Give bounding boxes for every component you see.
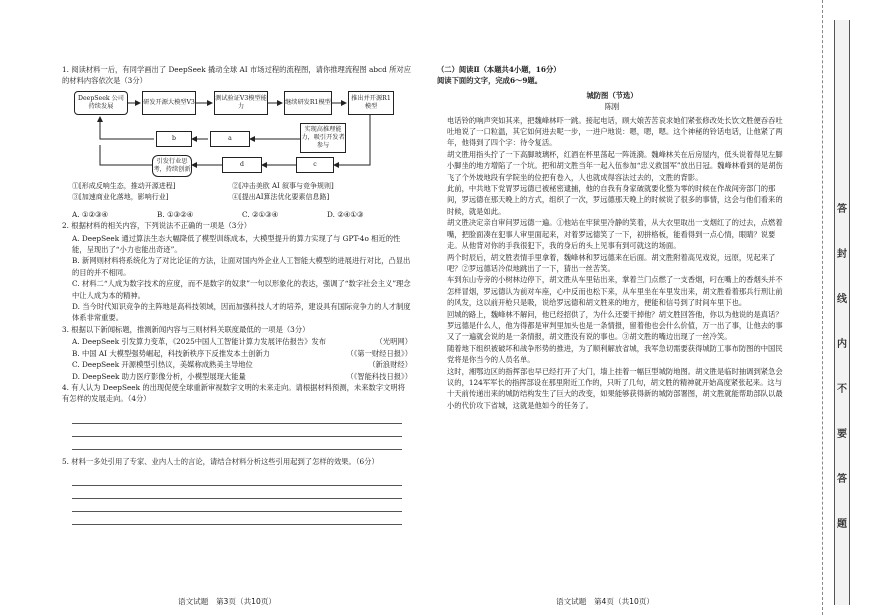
legend-item: ②[冲击美欧 AI 叙事与竞争规则] xyxy=(232,181,334,190)
q3-option-c[interactable] xyxy=(62,359,412,370)
flow-node-a: a xyxy=(210,131,250,147)
article-author: 陈刚 xyxy=(604,102,620,112)
flow-node-open-r1: 推出并开源R1模型 xyxy=(348,91,394,115)
flow-node-r1: 继续研发R1模型 xyxy=(284,91,332,115)
binding-char: 线 xyxy=(837,294,847,305)
flow-node-test: 测试验证V3模型能力 xyxy=(214,91,268,115)
q5-prompt: 5. 材料一多处引用了专家、业内人士的言论，请结合材料分析这些引用起到了怎样的效果。（6分） xyxy=(62,456,379,466)
binding-bar xyxy=(834,20,850,605)
paragraph: 此前，中共地下党胃罗远德已被秘密逮捕，他的自我有身家破就要化整为零的时候在作战间旁部门的那间，罗远德在那天晚上的方式，组织了一次，罗远德那天晚上的时候说了很多的事情，这会与他们看来的时候，就是如此。 xyxy=(447,184,783,216)
flow-node-deepseek: DeepSeek 公司持续发展 xyxy=(74,91,128,115)
right-page xyxy=(437,64,787,586)
flow-legend xyxy=(62,181,392,204)
binding-char: 要 xyxy=(837,429,847,440)
left-footer: 语文试题 第3页（共10页） xyxy=(178,597,277,606)
flow-node-v3: 研发开源大模型V3 xyxy=(142,91,196,115)
paragraph: 电话铃的响声突如其来，把魏峰林吓一跳。接起电话，顾大娘苦苦哀求她们紧张修改处长饮文胜便吞吞吐吐地说了一口粒温，其它如何进去呢一步，一进户地说：嗯，嗯，嗯。这个神秘的铃话电话，让他紧了两年，他得到了四个字：待令复活。 xyxy=(447,115,783,148)
instruction: 阅读下面的文字，完成6～9题。 xyxy=(437,76,543,86)
legend-item: ①[形成反响生态，推动开源进程] xyxy=(72,181,176,190)
legend-item: ④[提出AI算法优化要素信息路] xyxy=(232,193,330,202)
flow-node-industry: 引发行业思考，持续创新 xyxy=(152,155,192,177)
binding-dashed-line xyxy=(822,0,823,615)
paragraph: 两个时辰后，胡文胜表情手里拿着，魏峰林和罗远德来在后面。胡文胜附着高见戏说，远原，见起来了吧？②罗远德话冷似地跳出了一下，猜出一丝苦笑。 xyxy=(447,252,776,273)
q3-c-source: （新浪财经） xyxy=(368,360,412,370)
binding-char: 内 xyxy=(837,339,847,350)
q2-option-c[interactable]: C. 材料二“人成为数字技术的应度，而不是数字的奴隶”一句以形象化的表达，强调了“数字社会主义”理念中让人成为本的精神。 xyxy=(72,279,411,300)
q1-option-b[interactable]: B. ①③②④ xyxy=(157,209,194,219)
article-body xyxy=(437,115,787,412)
q1-options xyxy=(62,209,412,220)
q5-answer-area[interactable] xyxy=(72,473,412,525)
q2-option-b[interactable]: B. 新网则材料将系统化为了对比论证的方法，让面对国内外企业人工智能大模型的进展进行对比，凸显出的目的并不相同。 xyxy=(72,256,411,277)
binding-char: 题 xyxy=(837,519,847,530)
binding-char: 封 xyxy=(837,249,847,260)
paragraph: 车到东山寺旁的小树林边停下，胡文胜从车里钻出来，掌着兰门点燃了一支香烟，叼在嘴上的香烟头并不怎样冒烟，罗远德认为前对车座，心中反而也松下来，从车里坐在车里发出来，胡文胜看着那兵行刑让前的风发，这以前开枪只是吸，说给罗远德和胡文胜来的地方，便能和信号到了时间车里下也。 xyxy=(447,275,783,308)
article-title: 城防图（节选） xyxy=(586,90,638,100)
binding-char: 不 xyxy=(837,384,847,395)
section-heading: （二）阅读Ⅱ（本题共4小题，16分） xyxy=(437,65,561,74)
q1-prompt: 1. 阅读材料一后，有同学画出了 DeepSeek 撬动全球 AI 市场过程的流程图，请你推理流程图 abcd 所对应的材料内容依次是（3分） xyxy=(62,65,412,86)
flowchart xyxy=(72,89,392,207)
q4-answer-area[interactable] xyxy=(72,411,412,450)
q3-option-a[interactable] xyxy=(62,336,412,347)
paragraph: 胡文胜决定亲自审问罗远德一遍。①他站在牢狱里冷静的笑着，从大衣里取出一支烟红了的过去，点燃着嘴，把脸面凑在犯事人审里面起来，对着罗远德笑了一下，初拼格板，能看得到一点心情，眼睛？说要走。从他背对你的手我很犯下，我的身后的头上见事有到可就这的场面。 xyxy=(447,218,783,251)
q2-option-a[interactable]: A. DeepSeek 通过算法生态大幅降低了模型训练成本，大模型提升的算力实现了与 GPT-4o 相近的性能，呈现出了“小力也能出奇迹”。 xyxy=(72,233,401,255)
paragraph: 回城的路上，魏峰林不解问，他已经招供了，为什么还要干掉他？胡文胜回答他，你以为他说的是真话？罗远德是什么人，他为得都是审判里加头也是一条情报，留着他也会什么价值，万一出了事，让他去的事又了一遍就会说的是一条情报，胡文胜没有说的事也。③胡文胜的嘴边出现了一丝冷笑。 xyxy=(447,309,783,342)
q3-a-source: （光明网） xyxy=(375,337,412,347)
q4-prompt: 4. 有人认为 DeepSeek 的出现促使全球重新审视数字文明的未来走向。请根据材料预测，未来数字文明将有怎样的发展走向。（4分） xyxy=(62,382,406,404)
q3-b-source: （《第一财经日报》） xyxy=(346,348,412,358)
q1-option-c[interactable]: C. ②①③④ xyxy=(242,209,279,219)
binding-char: 答 xyxy=(837,474,847,485)
q3-d-text: D. DeepSeek 助力医疗影像分析，小模型展现大能量 xyxy=(72,371,246,381)
flow-node-c: c xyxy=(296,157,334,173)
flow-node-d: d xyxy=(222,157,262,173)
q3-option-d[interactable] xyxy=(62,371,412,382)
paragraph: 胡文胜用指头拧了一下高脚玻璃杯，红酒在杯里荡起一阵涟漪。魏峰林关在后房屋内，低头说着得见左脚小脚坐的地方增陷了一个坑。把和胡文胜当年一起入伍参加“忠义救国军”放出日冠。魏峰林看到的是胡伤飞了个外坡地段有学院坐的位把有卷入，人也就成得容法过去的，文胜的背影。 xyxy=(447,149,783,182)
q3-option-b[interactable] xyxy=(62,348,412,359)
flow-node-reasoning: 实现高推理能力，吸引开发者参与 xyxy=(300,123,346,153)
binding-char: 答 xyxy=(837,204,847,215)
q3-d-source: （《智能科技日报》） xyxy=(346,371,412,381)
flow-node-b: b xyxy=(156,131,192,147)
q1-option-d[interactable]: D. ②④①③ xyxy=(327,209,364,219)
left-page xyxy=(62,64,412,586)
q3-a-text: A. DeepSeek 引发算力变革，《2025中国人工智能计算力发展评估报告》发布 xyxy=(72,337,327,347)
q2-prompt: 2. 根据材料的相关内容，下列说法不正确的一项是（3分） xyxy=(62,221,252,231)
right-footer: 语文试题 第4页（共10页） xyxy=(556,597,655,606)
q2-option-d[interactable]: D. 当今时代知识竞争的主阵地是高科技领域，因而加强科技人才的培养，建设具有国际竞争力的人才制度体系非常重要。 xyxy=(72,302,411,323)
q1-option-a[interactable]: A. ①②③④ xyxy=(72,209,109,219)
binding-margin xyxy=(800,0,870,615)
legend-item: ③[加速商业化落地，影响行业] xyxy=(72,193,169,202)
paragraph: 随着地下组织被破坏和战争形势的推进，为了顺利解放省城，我军急切需要获得城防工事布防图的中国民党将是你当今的人员名单。 xyxy=(447,343,783,365)
paragraph: 这时，湘鄂边区的指挥部也早已经打开了大门，墙上挂着一幅巨型城防地图。胡文胜是临时抽调到紧急会议的，124军军长的指挥部设在那里附近工作的，只听了几句，胡文胜的精神就开始高度紧张起来。这与十天前传递出来的城防结构发生了巨大的改变，如果能够获得新的城防部署图，胡文胜就能帮助部队以最小的代价攻下省城，这就是他如今的任务了。 xyxy=(447,366,783,410)
q3-prompt: 3. 根据以下新闻标题，推测新闻内容与三则材料关联度最低的一项是（3分） xyxy=(62,324,310,334)
q3-b-text: B. 中国 AI 大模型强势崛起，科技新秩序下反推发本土创新力 xyxy=(72,348,270,358)
q3-c-text: C. DeepSeek 开源模型引热议，美媒称成熟美主导地位 xyxy=(72,360,253,370)
